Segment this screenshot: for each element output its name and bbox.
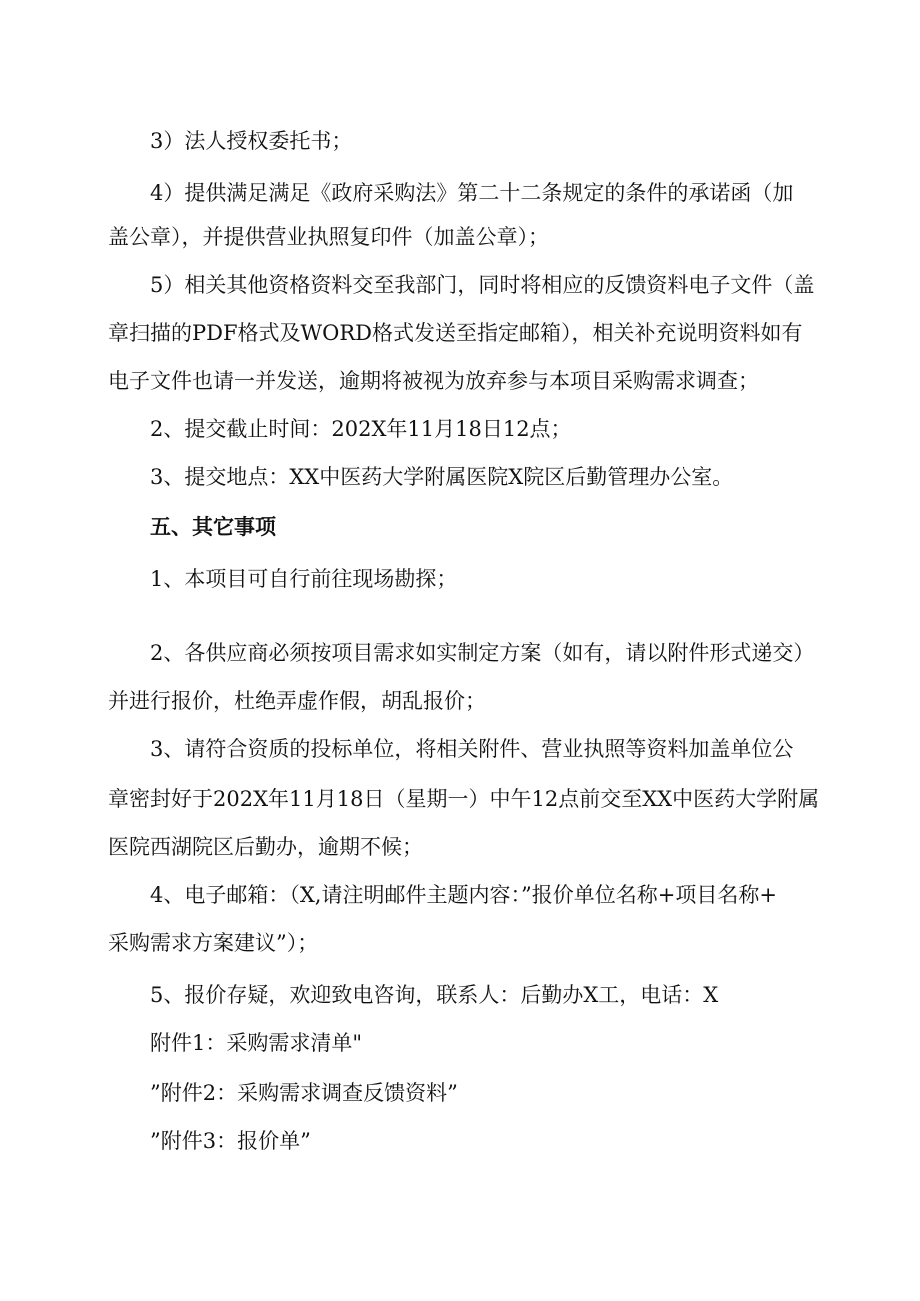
section-heading: 五、其它事项 [150,514,276,539]
qualification-item-5-line-2: 章扫描的PDF格式及WORD格式发送至指定邮箱），相关补充说明资料如有 [108,321,803,345]
qualification-item-4-line-1: 4）提供满足满足《政府采购法》第二十二条规定的条件的承诺函（加 [150,181,794,205]
other-item-4-line-2: 采购需求方案建议”）； [108,931,319,955]
attachment-2: ”附件2：采购需求调查反馈资料” [150,1081,458,1105]
qualification-item-5-line-3: 电子文件也请一并发送，逾期将被视为放弃参与本项目采购需求调查； [108,369,759,393]
other-item-5: 5、报价存疑，欢迎致电咨询，联系人：后勤办X工，电话：X [150,983,719,1007]
submission-deadline: 2、提交截止时间：202X年11月18日12点； [150,417,572,441]
other-item-2-line-1: 2、各供应商必须按项目需求如实制定方案（如有，请以附件形式递交） [150,641,815,665]
other-item-3-line-3: 医院西湖院区后勤办，逾期不候； [108,835,423,859]
other-item-2-line-2: 并进行报价，杜绝弄虚作假，胡乱报价； [108,689,486,713]
other-item-1: 1、本项目可自行前往现场勘探； [150,567,458,591]
other-item-3-line-1: 3、请符合资质的投标单位，将相关附件、营业执照等资料加盖单位公 [150,737,794,761]
submission-location: 3、提交地点：XX中医药大学附属医院X院区后勤管理办公室。 [150,465,734,489]
other-item-3-line-2: 章密封好于202X年11月18日（星期一）中午12点前交至XX中医药大学附属 [108,787,820,811]
other-item-4-line-1: 4、电子邮箱：（X,请注明邮件主题内容：”报价单位名称+项目名称+ [150,883,777,907]
attachment-1: 附件1：采购需求清单" [150,1031,363,1055]
attachment-3: ”附件3：报价单” [150,1129,311,1153]
qualification-item-4-line-2: 盖公章），并提供营业执照复印件（加盖公章）； [108,225,549,249]
qualification-item-3: 3）法人授权委托书； [150,129,353,153]
qualification-item-5-line-1: 5）相关其他资格资料交至我部门，同时将相应的反馈资料电子文件（盖 [150,273,815,297]
